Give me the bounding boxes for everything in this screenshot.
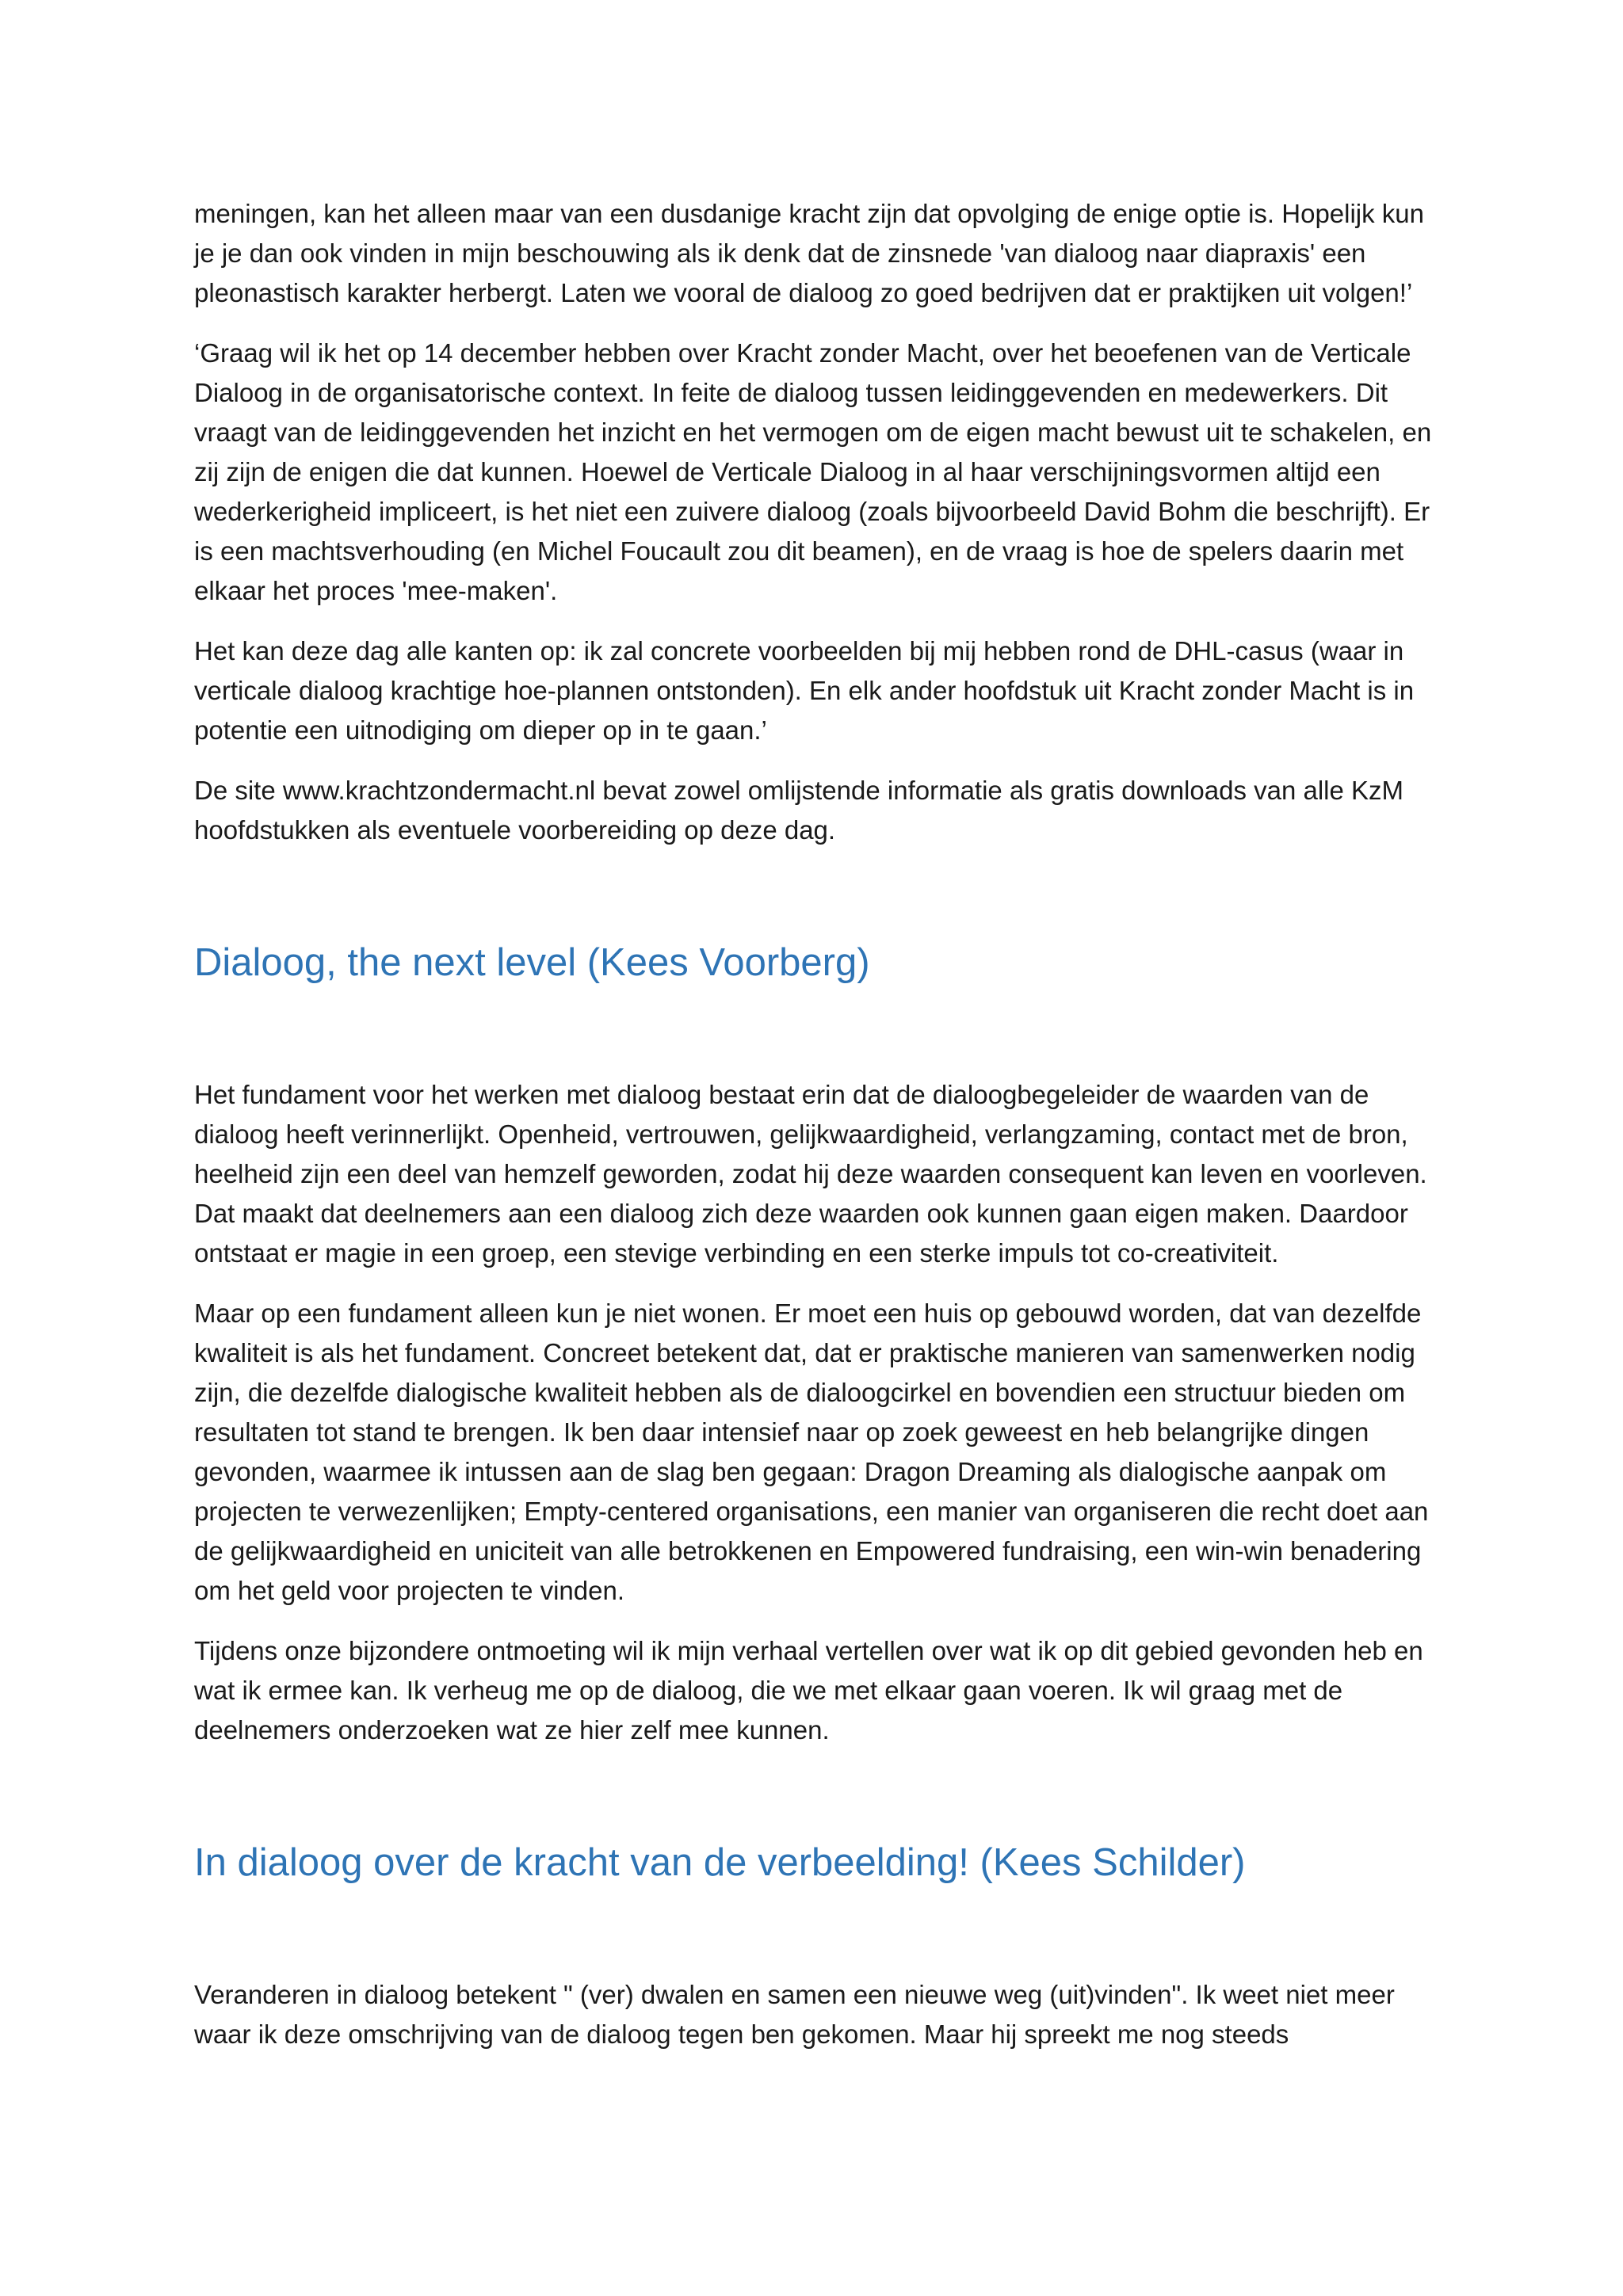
document-page	[194, 194, 1438, 2054]
section-kees-schilder	[194, 1839, 1438, 2054]
paragraph: meningen, kan het alleen maar van een dusdanige kracht zijn dat opvolging de enige optie is. Hopelijk kun je je dan ook vinden in mijn beschouwing als ik denk dat de zinsnede 'van dialoog naar diapraxis' een pleonastisch karakter herbergt. Laten we vooral de dialoog zo goed bedrijven dat er praktijken uit volgen!’	[194, 199, 1425, 307]
paragraph: Maar op een fundament alleen kun je niet wonen. Er moet een huis op gebouwd worden, dat van dezelfde kwaliteit is als het fundament. Concreet betekent dat, dat er praktische manieren van samenwerken nodig zijn, die dezelfde dialogische kwaliteit hebben als de dialoogcirkel en bovendien een structuur bieden om resultaten tot stand te brengen. Ik ben daar intensief naar op zoek geweest en heb belangrijke dingen gevonden, waarmee ik intussen aan de slag ben gegaan: Dragon Dreaming als dialogische aanpak om projecten te verwezenlijken; Empty-centered organisations, een manier van organiseren die recht doet aan de gelijkwaardigheid en uniciteit van alle betrokkenen en Empowered fundraising, een win-win benadering om het geld voor projecten te vinden.	[194, 1299, 1429, 1605]
section-heading: Dialoog, the next level (Kees Voorberg)	[194, 941, 870, 984]
paragraph: Tijdens onze bijzondere ontmoeting wil ik mijn verhaal vertellen over wat ik op dit gebied gevonden heb en wat ik ermee kan. Ik verheug me op de dialoog, die we met elkaar gaan voeren. Ik wil graag met de deelnemers onderzoeken wat ze hier zelf mee kunnen.	[194, 1636, 1423, 1745]
section-heading: In dialoog over de kracht van de verbeelding! (Kees Schilder)	[194, 1841, 1246, 1884]
paragraph: De site www.krachtzondermacht.nl bevat zowel omlijstende informatie als gratis downloads van alle KzM hoofdstukken als eventuele voorbereiding op deze dag.	[194, 776, 1404, 845]
section-intro	[194, 194, 1438, 850]
section-kees-voorberg	[194, 939, 1438, 1750]
paragraph: Het fundament voor het werken met dialoog bestaat erin dat de dialoogbegeleider de waarden van de dialoog heeft verinnerlijkt. Openheid, vertrouwen, gelijkwaardigheid, verlangzaming, contact met de bron, heelheid zijn een deel van hemzelf geworden, zodat hij deze waarden consequent kan leven en voorleven. Dat maakt dat deelnemers aan een dialoog zich deze waarden ook kunnen gaan eigen maken. Daardoor ontstaat er magie in een groep, een stevige verbinding en een sterke impuls tot co-creativiteit.	[194, 1080, 1427, 1268]
paragraph: Het kan deze dag alle kanten op: ik zal concrete voorbeelden bij mij hebben rond de DHL-casus (waar in verticale dialoog krachtige hoe-plannen ontstonden). En elk ander hoofdstuk uit Kracht zonder Macht is in potentie een uitnodiging om dieper op in te gaan.’	[194, 636, 1415, 745]
paragraph: ‘Graag wil ik het op 14 december hebben over Kracht zonder Macht, over het beoefenen van de Verticale Dialoog in de organisatorische context. In feite de dialoog tussen leidinggevenden en medewerkers. Dit vraagt van de leidinggevenden het inzicht en het vermogen om de eigen macht bewust uit te schakelen, en zij zijn de enigen die dat kunnen. Hoewel de Verticale Dialoog in al haar verschijningsvormen altijd een wederkerigheid impliceert, is het niet een zuivere dialoog (zoals bijvoorbeeld David Bohm die beschrijft). Er is een machtsverhouding (en Michel Foucault zou dit beamen), en de vraag is hoe de spelers daarin met elkaar het proces 'mee-maken'.	[194, 338, 1432, 605]
paragraph: Veranderen in dialoog betekent " (ver) dwalen en samen een nieuwe weg (uit)vinden". Ik weet niet meer waar ik deze omschrijving van de dialoog tegen ben gekomen. Maar hij spreekt me nog steeds	[194, 1980, 1395, 2049]
